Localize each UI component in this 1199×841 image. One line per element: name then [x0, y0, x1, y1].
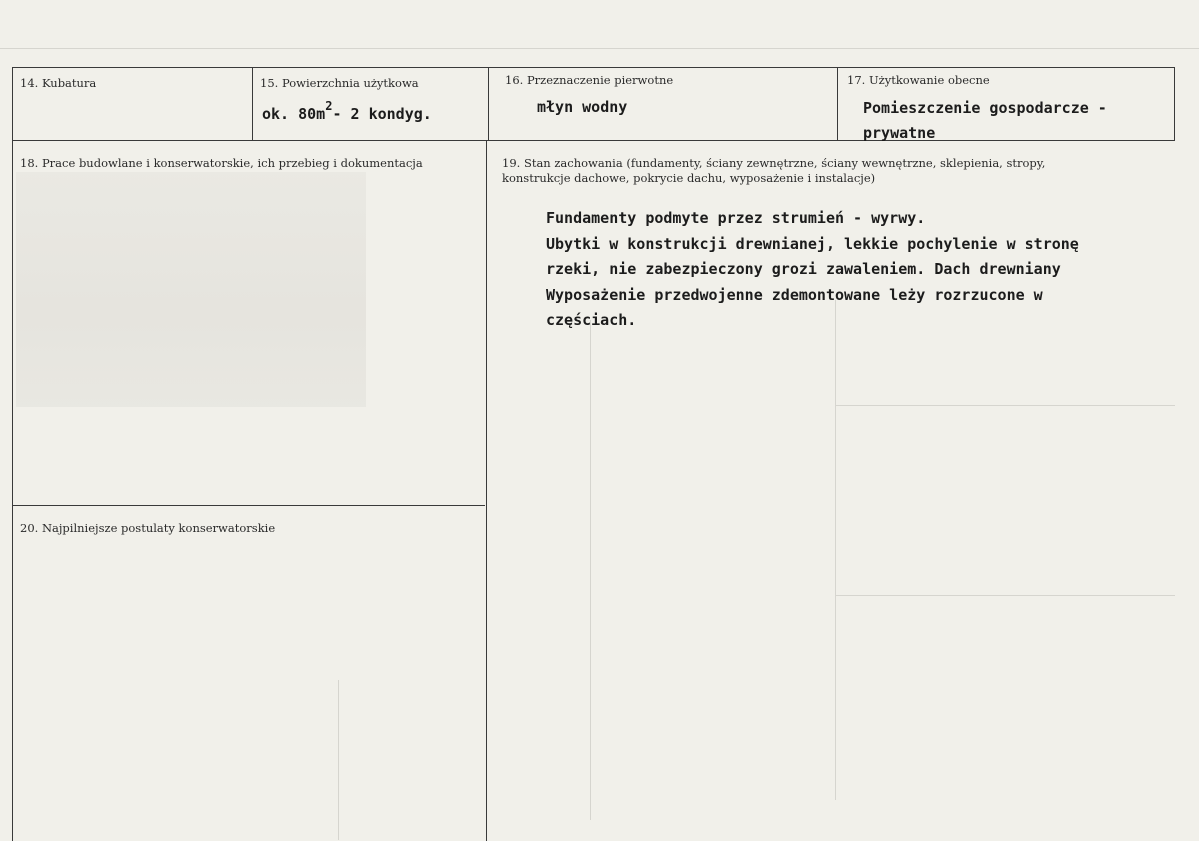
uzytkowanie-label: 17. Użytkowanie obecne	[847, 73, 990, 87]
stan-label-line2: konstrukcje dachowe, pokrycie dachu, wyposażenie i instalacje)	[502, 171, 876, 185]
grid-line-top	[12, 67, 1175, 68]
uzytkowanie-value-line2: prywatne	[863, 124, 936, 142]
stan-text-line: Fundamenty podmyte przez strumień - wyrwy.	[546, 209, 926, 227]
stan-label-line1: 19. Stan zachowania (fundamenty, ściany zewnętrzne, ściany wewnętrzne, sklepienia, stropy,	[502, 156, 1046, 170]
bleed-through-line	[590, 320, 591, 820]
grid-line-col2	[488, 67, 489, 141]
bleed-through-line	[0, 48, 1199, 49]
bleed-through-line	[835, 405, 1175, 406]
stan-text-line: Wyposażenie przedwojenne zdemontowane leży rozrzucone w	[546, 285, 1043, 304]
przeznaczenie-value: młyn wodny	[537, 98, 628, 116]
stan-text-line: częściach.	[546, 311, 637, 329]
stan-text-line: Ubytki w konstrukcji drewnianej, lekkie pochylenie w stronę	[546, 234, 1079, 253]
stan-text-line: rzeki, nie zabezpieczony grozi zawaleniem. Dach drewniany	[546, 260, 1061, 278]
grid-line-right	[1174, 67, 1175, 141]
uzytkowanie-value-line1: Pomieszczenie gospodarcze -	[863, 99, 1107, 117]
postulaty-label: 20. Najpilniejsze postulaty konserwatorskie	[20, 521, 276, 535]
grid-line-col1	[252, 67, 253, 141]
powierzchnia-value: ok. $80m^2-$ 2 kondyg.	[262, 99, 432, 123]
kubatura-label: 14. Kubatura	[20, 76, 97, 90]
bleed-through-line	[338, 680, 339, 840]
grid-line-row2	[12, 505, 485, 506]
bleed-through-line	[835, 300, 836, 800]
przeznaczenie-label: 16. Przeznaczenie pierwotne	[505, 73, 674, 87]
grid-line-middle	[486, 140, 487, 841]
grid-line-left	[12, 67, 13, 841]
grid-line-col3	[837, 67, 838, 141]
powierzchnia-label: 15. Powierzchnia użytkowa	[260, 76, 419, 90]
bleed-through-line	[835, 595, 1175, 596]
stan-text	[546, 206, 1079, 334]
grid-line-row1	[12, 140, 1175, 141]
bleed-through-photo	[16, 172, 366, 407]
prace-label: 18. Prace budowlane i konserwatorskie, ich przebieg i dokumentacja	[20, 156, 423, 170]
